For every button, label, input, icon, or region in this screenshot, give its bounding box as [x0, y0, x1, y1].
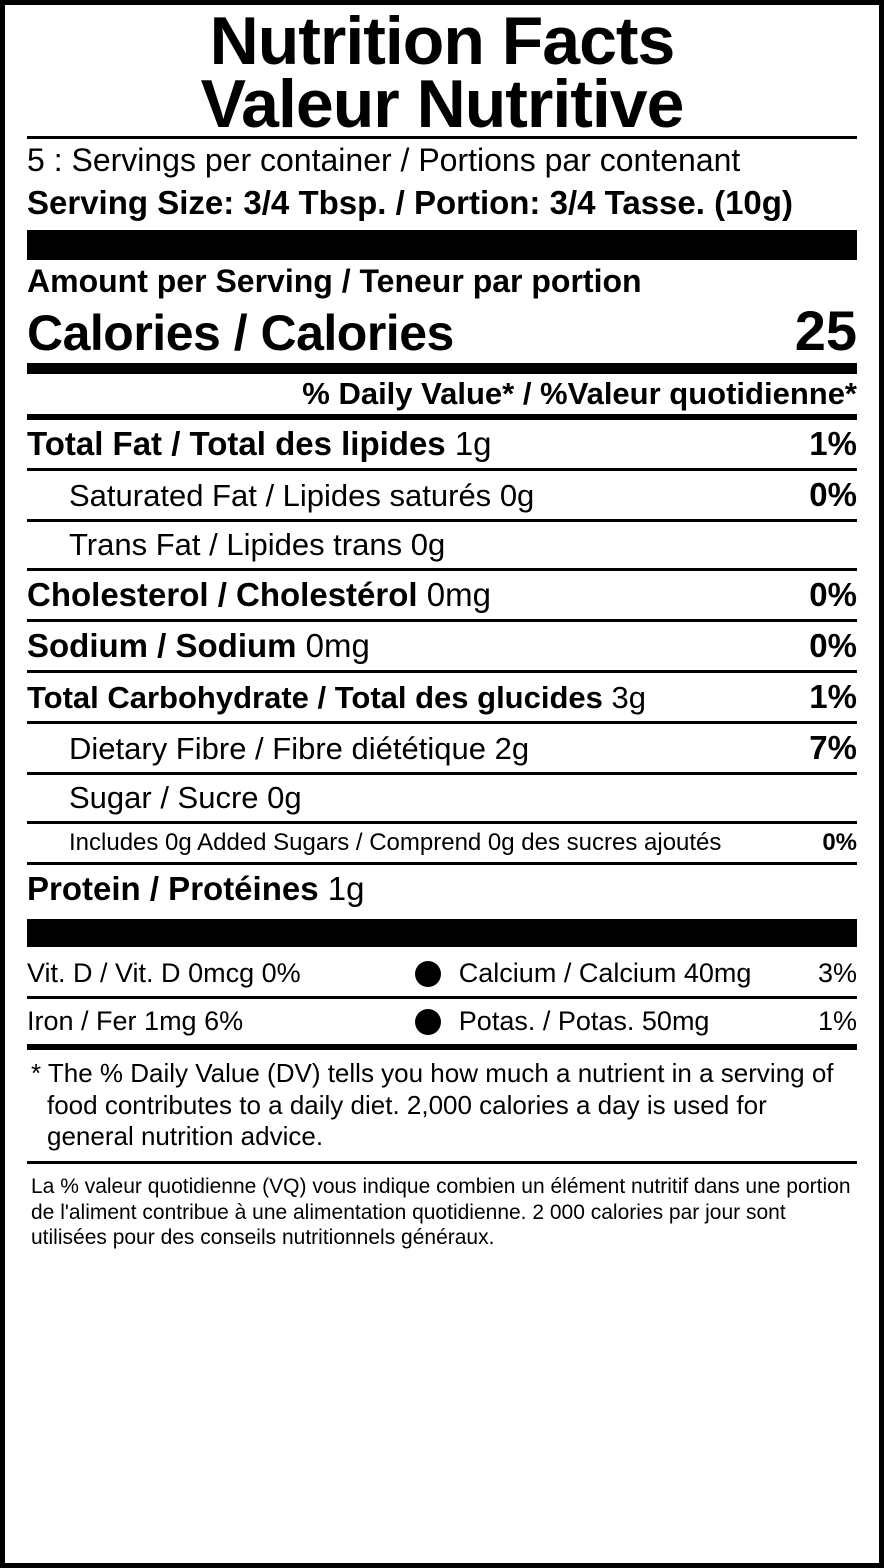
nutrient-label: Saturated Fat / Lipides saturés — [69, 478, 492, 514]
micronutrient-row — [27, 951, 857, 996]
micronutrient-label: Calcium / Calcium — [458, 958, 677, 989]
nutrient-label: Sugar / Sucre — [69, 780, 259, 816]
serving-size: Serving Size: 3/4 Tbsp. / Portion: 3/4 Tasse. (10g) — [27, 184, 793, 222]
divider-under-calories — [27, 363, 857, 374]
nutrient-row — [27, 824, 857, 862]
calories-row — [27, 298, 857, 363]
daily-value-header: % Daily Value* / %Valeur quotidienne* — [302, 376, 857, 412]
divider-thick-bar-top — [27, 230, 857, 260]
micronutrient-percent: 1% — [817, 1006, 857, 1037]
nutrient-label: Trans Fat / Lipides trans — [69, 527, 403, 563]
micronutrient-label: Vit. D / Vit. D — [27, 958, 181, 989]
nutrient-amount: 2g — [494, 731, 530, 767]
nutrient-amount: 1g — [454, 425, 492, 463]
footnote-french: La % valeur quotidienne (VQ) vous indique combien un élément nutritif dans une portion de l'aliment contribue à une alimentation quotidienne. 2 000 calories par jour sont utilisées pour des conseils nutritionnels généraux. — [31, 1175, 851, 1250]
divider-thick-bar-bottom — [27, 919, 857, 947]
nutrient-label: Sodium / Sodium — [27, 627, 297, 665]
nutrient-percent: 7% — [809, 729, 857, 767]
calories-label: Calories / Calories — [27, 305, 454, 362]
nutrient-label: Protein / Protéines — [27, 870, 319, 908]
micronutrient-label: Iron / Fer — [27, 1006, 137, 1037]
micronutrient-percent: 3% — [817, 958, 857, 989]
micronutrient-amount: 50mg — [641, 1006, 710, 1037]
nutrient-amount: 0mg — [305, 627, 370, 665]
nutrient-percent: 0% — [809, 627, 857, 665]
micronutrient-amount: 1mg — [144, 1006, 197, 1037]
amount-per-serving-label: Amount per Serving / Teneur par portion — [27, 262, 642, 299]
nutrient-row — [27, 420, 857, 468]
calories-value: 25 — [794, 299, 857, 363]
nutrient-label: Total Fat / Total des lipides — [27, 425, 446, 463]
nutrient-row — [27, 775, 857, 821]
nutrient-row — [27, 865, 857, 913]
nutrient-row — [27, 724, 857, 772]
label-title-french: Valeur Nutritive — [200, 65, 684, 142]
label-title-english: Nutrition Facts — [209, 3, 675, 79]
footnote-english: * The % Daily Value (DV) tells you how much a nutrient in a serving of food contributes to a daily diet. 2,000 calories a day is used for general nutrition advice. — [31, 1058, 834, 1152]
nutrient-amount: 0g — [499, 478, 535, 514]
nutrient-row — [27, 522, 857, 568]
nutrient-amount: 3g — [611, 680, 647, 716]
nutrient-row — [27, 622, 857, 670]
nutrient-row — [27, 673, 857, 721]
micronutrient-row — [27, 999, 857, 1044]
nutrient-label: Total Carbohydrate / Total des glucides — [27, 680, 603, 716]
nutrient-percent: 1% — [809, 425, 857, 463]
servings-per-container: 5 : Servings per container / Portions par contenant — [27, 142, 741, 179]
nutrient-percent: 1% — [809, 678, 857, 716]
nutrient-label: Includes 0g Added Sugars / Comprend 0g des sucres ajoutés — [69, 829, 722, 857]
micronutrient-percent: 6% — [204, 1006, 244, 1037]
nutrient-label: Cholesterol / Cholestérol — [27, 576, 418, 614]
micronutrient-amount: 0mcg — [188, 958, 255, 989]
nutrient-percent: 0% — [822, 829, 857, 857]
nutrient-percent: 0% — [809, 476, 857, 514]
nutrient-label: Dietary Fibre / Fibre diététique — [69, 731, 486, 767]
nutrient-row — [27, 571, 857, 619]
micronutrient-amount: 40mg — [683, 958, 752, 989]
nutrient-row — [27, 471, 857, 519]
nutrient-amount: 1g — [327, 870, 365, 908]
bullet-dot-icon — [415, 961, 441, 987]
micronutrient-label: Potas. / Potas. — [458, 1006, 635, 1037]
micronutrient-percent: 0% — [261, 958, 301, 989]
nutrient-amount: 0mg — [426, 576, 491, 614]
nutrient-percent: 0% — [809, 576, 857, 614]
nutrient-amount: 0g — [267, 780, 302, 816]
nutrient-amount: 0g — [410, 527, 446, 563]
bullet-dot-icon — [415, 1009, 441, 1035]
